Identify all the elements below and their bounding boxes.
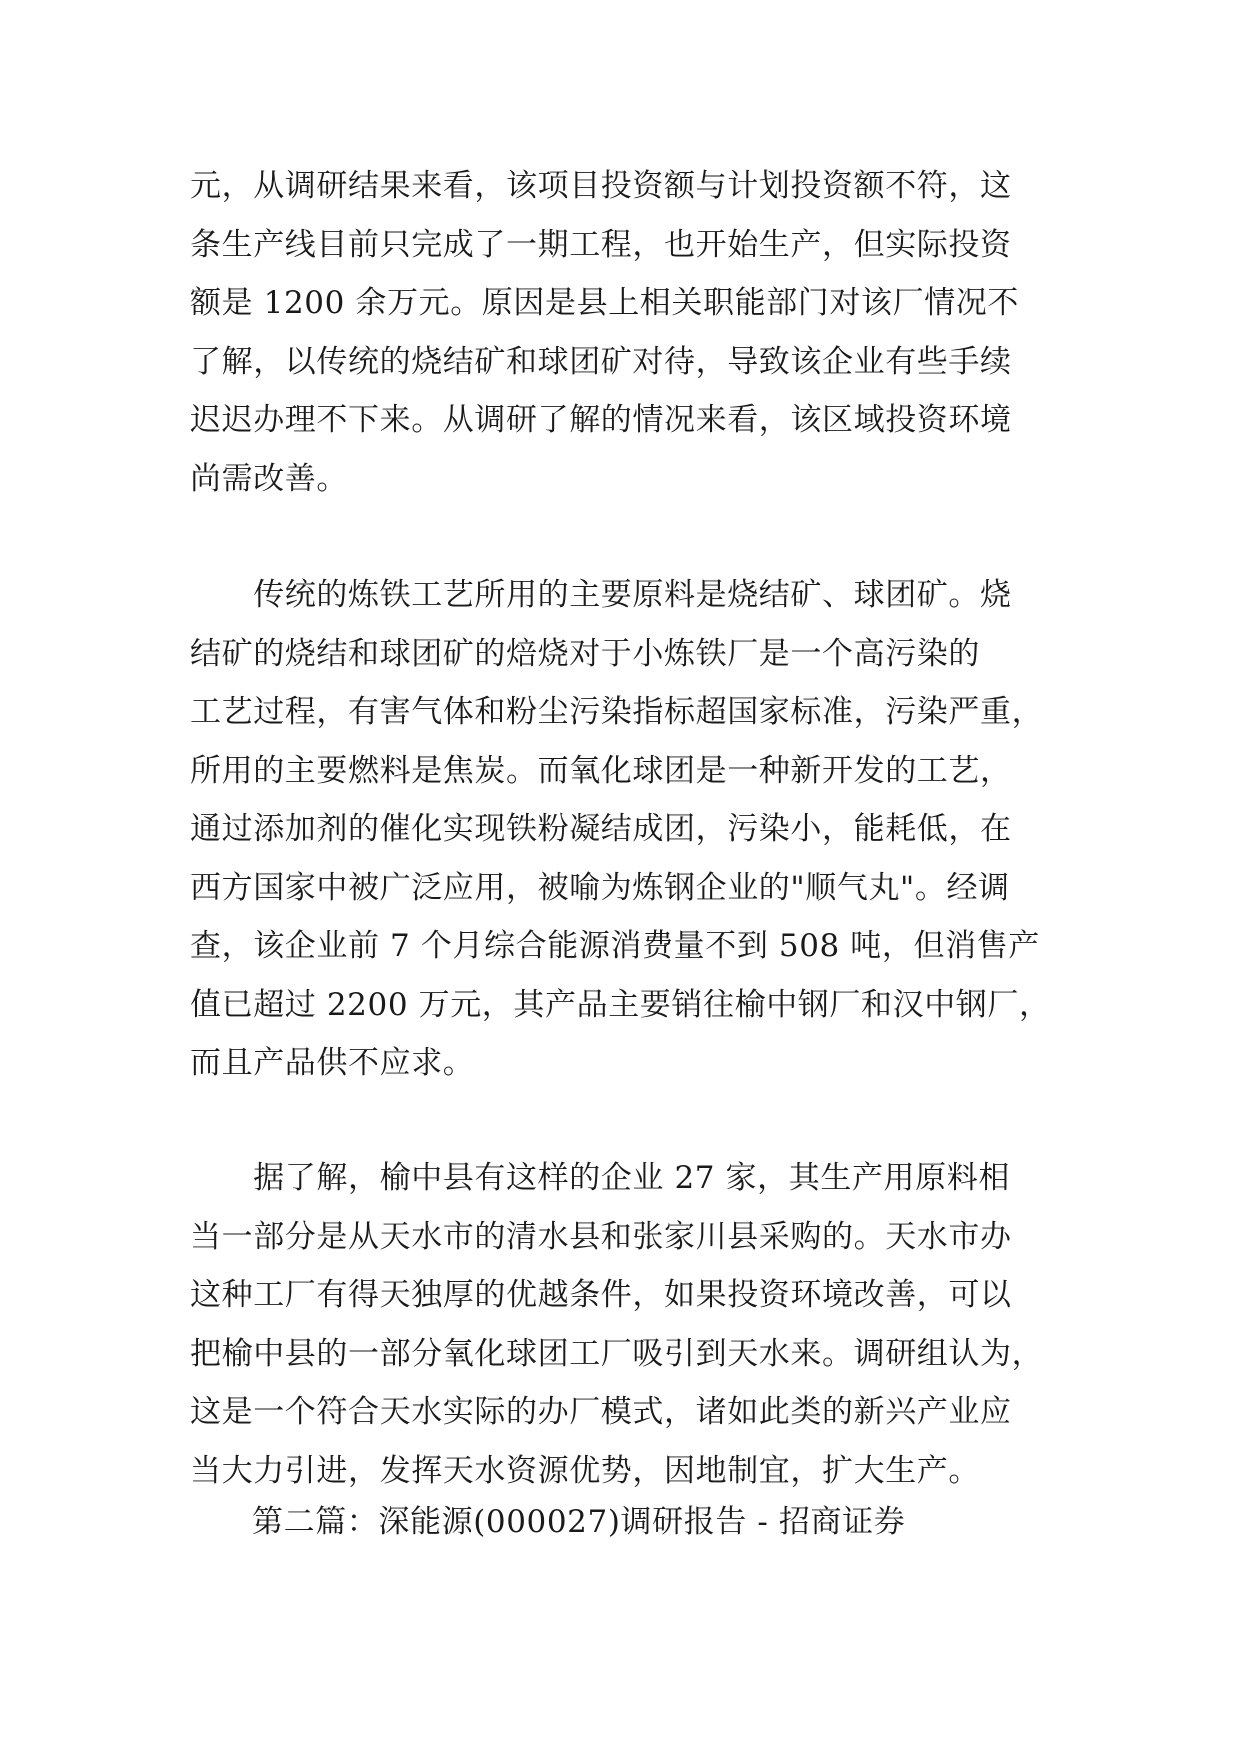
paragraph-investment-environment xyxy=(190,157,1050,508)
paragraph-line: 元，从调研结果来看，该项目投资额与计划投资额不符，这 xyxy=(190,168,1012,204)
paragraph-line: 传统的炼铁工艺所用的主要原料是烧结矿、球团矿。烧 xyxy=(190,577,1012,613)
paragraph-line: 这是一个符合天水实际的办厂模式，诸如此类的新兴产业应 xyxy=(190,1394,1012,1430)
paragraph-yuzhong-enterprises xyxy=(190,1149,1050,1500)
paragraph-line: 通过添加剂的催化实现铁粉凝结成团，污染小，能耗低，在 xyxy=(190,811,1012,847)
paragraph-line: 而且产品供不应求。 xyxy=(190,1045,475,1081)
paragraph-ironmaking-process xyxy=(190,566,1050,1093)
paragraph-line: 这种工厂有得天独厚的优越条件，如果投资环境改善，可以 xyxy=(190,1277,1012,1313)
paragraph-line: 值已超过 2200 万元，其产品主要销往榆中钢厂和汉中钢厂， xyxy=(190,986,1051,1023)
paragraph-line: 尚需改善。 xyxy=(190,460,348,497)
paragraph-line: 当大力引进，发挥天水资源优势，因地制宜，扩大生产。 xyxy=(190,1452,980,1489)
paragraph-line: 结矿的烧结和球团矿的焙烧对于小炼铁厂是一个高污染的 xyxy=(190,635,980,672)
paragraph-line: 额是 1200 余万元。原因是县上相关职能部门对该厂情况不 xyxy=(190,285,1019,321)
paragraph-line: 把榆中县的一部分氧化球团工厂吸引到天水来。调研组认为， xyxy=(190,1335,1044,1372)
paragraph-line: 西方国家中被广泛应用，被喻为炼钢企业的"顺气丸"。经调 xyxy=(190,869,1010,906)
paragraph-line: 当一部分是从天水市的清水县和张家川县采购的。天水市办 xyxy=(190,1218,1012,1255)
paragraph-line: 所用的主要燃料是焦炭。而氧化球团是一种新开发的工艺， xyxy=(190,752,1012,789)
paragraph-line: 查，该企业前 7 个月综合能源消费量不到 508 吨，但消售产 xyxy=(190,928,1040,964)
paragraph-line: 迟迟办理不下来。从调研了解的情况来看，该区域投资环境 xyxy=(190,402,1012,438)
paragraph-line: 条生产线目前只完成了一期工程，也开始生产，但实际投资 xyxy=(190,226,1012,263)
paragraph-line: 据了解，榆中县有这样的企业 27 家，其生产用原料相 xyxy=(190,1160,1010,1196)
paragraph-line: 工艺过程，有害气体和粉尘污染指标超国家标准，污染严重， xyxy=(190,694,1044,730)
section-heading: 第二篇：深能源(000027)调研报告 - 招商证券 xyxy=(252,1504,906,1540)
paragraph-line: 了解，以传统的烧结矿和球团矿对待，导致该企业有些手续 xyxy=(190,343,1012,380)
